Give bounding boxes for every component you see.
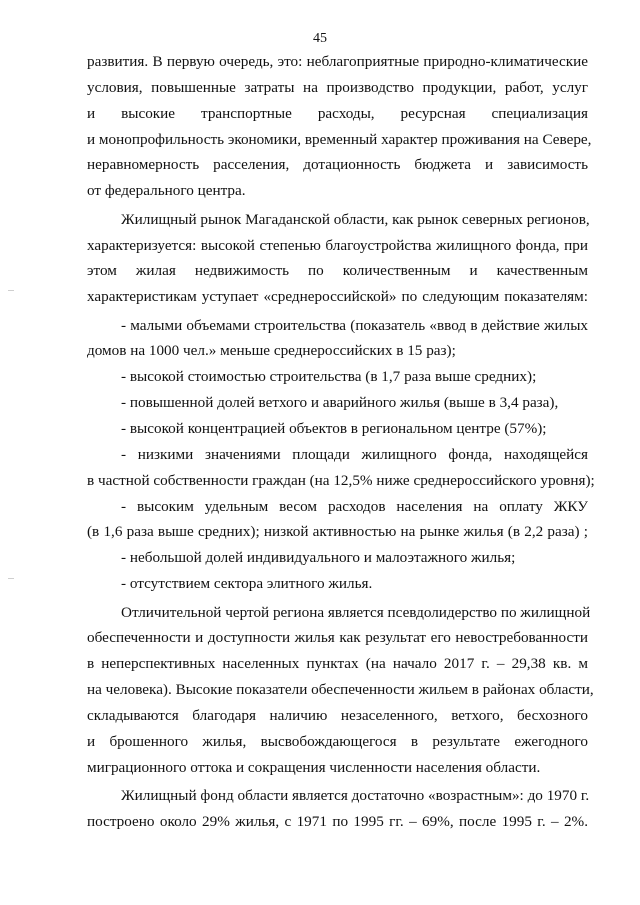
list-item-line: - низкими значениями площади жилищного фонда, находящейся — [121, 445, 588, 463]
list-item-line: - малыми объемами строительства (показатель «ввод в действие жилых — [121, 316, 588, 334]
paragraph-3 — [87, 600, 594, 781]
text-line: Отличительной чертой региона является псевдолидерство по жилищной — [121, 603, 591, 621]
text-line: в неперспективных населенных пунктах (на начало 2017 г. – 29,38 кв. м — [87, 655, 588, 673]
text-line: на человека). Высокие показатели обеспеченности жильем в районах области, — [87, 681, 594, 699]
text-line: этом жилая недвижимость по количественным и качественным — [87, 262, 588, 280]
page-number: 45 — [313, 31, 327, 46]
text-line: условия, повышенные затраты на производство продукции, работ, услуг — [87, 78, 588, 96]
text-line: построено около 29% жилья, с 1971 по 1995 гг. – 69%, после 1995 г. – 2%. — [87, 812, 588, 830]
paragraph-1 — [87, 49, 592, 204]
list-item-line: - высокой концентрацией объектов в региональном центре (57%); — [121, 420, 547, 437]
list-item-line: (в 1,6 раза выше средних); низкой активностью на рынке жилья (в 2,2 раза) ; — [87, 523, 588, 541]
text-line: характеризуется: высокой степенью благоустройства жилищного фонда, при — [87, 236, 588, 254]
text-line: и высокие транспортные расходы, ресурсная специализация — [87, 104, 588, 122]
document-body — [87, 49, 595, 835]
list-item-line: - повышенной долей ветхого и аварийного жилья (выше в 3,4 раза), — [121, 394, 559, 412]
text-line: и монопрофильность экономики, временный характер проживания на Севере, — [87, 130, 592, 148]
paragraph-2 — [87, 207, 588, 310]
text-line: от федерального центра. — [87, 182, 246, 200]
margin-mark — [8, 578, 14, 579]
list-item-line: домов на 1000 чел.» меньше среднероссийских в 15 раз); — [87, 342, 456, 360]
text-line: обеспеченности и доступности жилья как результат его невостребованности — [87, 629, 588, 647]
text-line: характеристикам уступает «среднероссийской» по следующим показателям: — [87, 288, 588, 306]
text-line: миграционного оттока и сокращения численности населения области. — [87, 758, 541, 776]
text-line: Жилищный фонд области является достаточно «возрастным»: до 1970 г. — [121, 787, 590, 804]
margin-mark — [8, 290, 14, 291]
text-line: неравномерность расселения, дотационность бюджета и зависимость — [87, 156, 588, 174]
text-line: развития. В первую очередь, это: неблагоприятные природно-климатические — [87, 53, 588, 70]
text-line: Жилищный рынок Магаданской области, как рынок северных регионов, — [121, 210, 590, 228]
list-item-line: в частной собственности граждан (на 12,5% ниже среднероссийского уровня); — [87, 471, 595, 489]
paragraph-4 — [87, 783, 588, 835]
list-item-line: - высоким удельным весом расходов населения на оплату ЖКУ — [121, 497, 588, 515]
list-item-line: - высокой стоимостью строительства (в 1,7 раза выше средних); — [121, 368, 537, 386]
list-item-line: - отсутствием сектора элитного жилья. — [121, 575, 373, 593]
indicator-list — [87, 313, 595, 597]
list-item-line: - небольшой долей индивидуального и малоэтажного жилья; — [121, 549, 516, 567]
text-line: складываются благодаря наличию незаселенного, ветхого, бесхозного — [87, 706, 588, 724]
text-line: и брошенного жилья, высвобождающегося в результате ежегодного — [87, 732, 588, 750]
